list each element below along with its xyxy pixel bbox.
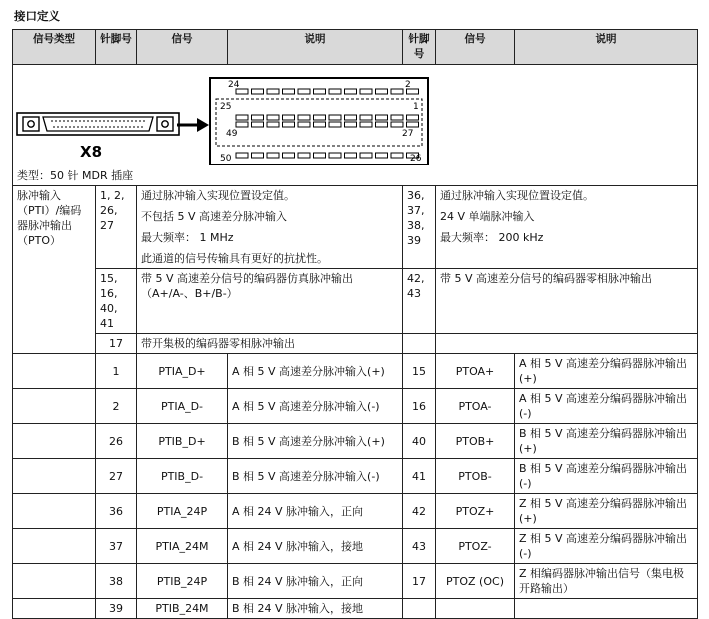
desc-cell-2: A 相 5 V 高速差分编码器脉冲输出(-) [515,389,698,424]
pin-slot [345,115,357,120]
pin-slot [345,153,357,158]
desc-cell: B 相 5 V 高速差分脉冲输入(+) [228,424,403,459]
pin-slot [391,122,403,127]
signal-cell-2: PTOZ- [436,529,515,564]
signal-cell: PTIA_D- [137,389,228,424]
desc-line: 通过脉冲输入实现位置设定值。 [141,189,295,202]
desc-cell: A 相 24 V 脉冲输入，接地 [228,529,403,564]
signal-cell-2: PTOB+ [436,424,515,459]
pin-cell: 38 [96,564,137,599]
desc-cell-2: Z 相 5 V 高速差分编码器脉冲输出(-) [515,529,698,564]
block1-left-desc [137,186,403,269]
pin-cell: 37 [96,529,137,564]
pin-label-27: 27 [402,129,414,139]
table-row [13,599,698,619]
pin-slot [298,115,310,120]
signal-cell-2: PTOZ+ [436,494,515,529]
connector-figure-cell [13,65,698,186]
pin-slot [345,89,357,94]
pin-slot [329,122,341,127]
signal-type-cell: 脉冲输入（PTI）/编码器脉冲输出（PTO） [13,186,96,354]
header-pin-2: 针脚号 [403,30,436,65]
pin-slot [360,89,372,94]
pin-cell: 1 [96,354,137,389]
pin-cell: 36 [96,494,137,529]
group-row-3 [13,334,698,354]
pin-cell-2 [403,599,436,619]
group-row-2 [13,269,698,334]
desc-line: 24 V 单端脉冲输入 [440,210,535,223]
pin-slot [376,122,388,127]
header-row [13,30,698,65]
table-row [13,564,698,599]
arrow-icon [177,118,209,132]
pin-slot [283,115,295,120]
empty-type-cell [13,564,96,599]
pin-slot [252,89,264,94]
header-signal-type: 信号类型 [13,30,96,65]
pin-slot [329,153,341,158]
desc-cell-2 [515,599,698,619]
table-row [13,354,698,389]
pin-slot [283,89,295,94]
signal-cell-2: PTOZ (OC) [436,564,515,599]
signal-cell: PTIA_24M [137,529,228,564]
pin-cell-2: 43 [403,529,436,564]
desc-cell: A 相 5 V 高速差分脉冲输入(+) [228,354,403,389]
pin-slot [329,89,341,94]
empty-type-cell [13,459,96,494]
empty-type-cell [13,389,96,424]
signal-cell-2: PTOB- [436,459,515,494]
connector-body [17,113,179,135]
signal-cell-2 [436,599,515,619]
pin-slot [252,115,264,120]
desc-cell-2: B 相 5 V 高速差分编码器脉冲输出(-) [515,459,698,494]
table-row [13,389,698,424]
figure-row [13,65,698,186]
connector-label: X8 [80,143,103,161]
pin-cell: 2 [96,389,137,424]
signal-cell: PTIB_24P [137,564,228,599]
desc-line: 最大频率： 1 MHz [141,231,234,244]
pin-slot [376,153,388,158]
empty-type-cell [13,354,96,389]
desc-cell: B 相 24 V 脉冲输入，正向 [228,564,403,599]
table-row [13,459,698,494]
desc-line: 最大频率： 200 kHz [440,231,544,244]
desc-cell: A 相 5 V 高速差分脉冲输入(-) [228,389,403,424]
desc-line: 此通道的信号传输具有更好的抗扰性。 [141,252,328,265]
pin-cell: 26 [96,424,137,459]
pin-slot [391,115,403,120]
pin-label-1: 1 [413,102,419,112]
block2-right-pins: 42, 43 [403,269,436,334]
desc-cell-2: B 相 5 V 高速差分编码器脉冲输出(+) [515,424,698,459]
block3-pin: 17 [96,334,137,354]
pin-slot [329,115,341,120]
block2-left-pins: 15, 16, 40, 41 [96,269,137,334]
connector-figure [13,65,698,165]
pin-slot [236,153,248,158]
pin-slot [283,122,295,127]
pin-slot [314,153,326,158]
desc-cell-2: Z 相 5 V 高速差分编码器脉冲输出(+) [515,494,698,529]
pin-label-26: 26 [410,154,422,164]
interface-table [12,29,698,619]
empty-type-cell [13,529,96,564]
signal-cell: PTIA_D+ [137,354,228,389]
pin-cell-2: 17 [403,564,436,599]
pin-slot [267,89,279,94]
pin-cell-2: 16 [403,389,436,424]
signal-cell: PTIB_D+ [137,424,228,459]
header-desc-2: 说明 [515,30,698,65]
pin-label-24: 24 [228,80,240,90]
desc-line: 不包括 5 V 高速差分脉冲输入 [141,210,288,223]
empty-type-cell [13,599,96,619]
pin-slot [360,115,372,120]
desc-cell: B 相 5 V 高速差分脉冲输入(-) [228,459,403,494]
pin-cell-2: 42 [403,494,436,529]
pin-slot [360,122,372,127]
block2-right-desc: 带 5 V 高速差分信号的编码器零相脉冲输出 [436,269,698,334]
desc-cell-2: Z 相编码器脉冲输出信号（集电极开路输出） [515,564,698,599]
connector-type: 类型：50 针 MDR 插座 [17,169,134,182]
pin-label-50: 50 [220,154,232,164]
pin-slot [314,89,326,94]
pin-slot [376,115,388,120]
signal-cell: PTIB_D- [137,459,228,494]
pin-cell-2: 15 [403,354,436,389]
desc-cell: B 相 24 V 脉冲输入，接地 [228,599,403,619]
pin-label-2: 2 [405,80,411,90]
pin-slot [407,122,419,127]
block3-empty-desc [436,334,698,354]
page-title: 接口定义 [14,9,60,23]
pin-cell-2: 40 [403,424,436,459]
pin-slot [391,153,403,158]
pin-slot [267,122,279,127]
block3-desc: 带开集极的编码器零相脉冲输出 [137,334,403,354]
signal-cell: PTIB_24M [137,599,228,619]
desc-cell: A 相 24 V 脉冲输入，正向 [228,494,403,529]
pin-slot [345,122,357,127]
pin-slot [314,122,326,127]
empty-type-cell [13,424,96,459]
header-desc: 说明 [228,30,403,65]
pin-cell-2: 41 [403,459,436,494]
block1-right-pins: 36, 37, 38, 39 [403,186,436,269]
pin-slot [236,115,248,120]
pin-slot [283,153,295,158]
pin-slot [298,122,310,127]
desc-line: 通过脉冲输入实现位置设定值。 [440,189,594,202]
pin-slot [267,115,279,120]
pin-label-49: 49 [226,129,238,139]
header-signal-2: 信号 [436,30,515,65]
group-row-1 [13,186,698,269]
signal-cell-2: PTOA- [436,389,515,424]
pin-slot [314,115,326,120]
pin-slot [252,122,264,127]
pin-cell: 39 [96,599,137,619]
pin-slot [267,153,279,158]
table-row [13,424,698,459]
block1-right-desc [436,186,698,269]
pin-slot [298,153,310,158]
pin-slot [236,122,248,127]
pin-cell: 27 [96,459,137,494]
pin-slot [360,153,372,158]
pin-slot [298,89,310,94]
pin-layout-diagram [210,78,428,165]
signal-cell: PTIA_24P [137,494,228,529]
desc-cell-2: A 相 5 V 高速差分编码器脉冲输出(+) [515,354,698,389]
block3-empty-pin [403,334,436,354]
pin-rows [13,354,698,619]
pin-label-25: 25 [220,102,232,112]
header-signal: 信号 [137,30,228,65]
table-row [13,529,698,564]
empty-type-cell [13,494,96,529]
header-pin: 针脚号 [96,30,137,65]
table-row [13,494,698,529]
signal-cell-2: PTOA+ [436,354,515,389]
pin-slot [376,89,388,94]
pin-slot [391,89,403,94]
block1-left-pins: 1, 2, 26, 27 [96,186,137,269]
pin-slot [252,153,264,158]
block2-left-desc: 带 5 V 高速差分信号的编码器仿真脉冲输出（A+/A-、B+/B-） [137,269,403,334]
pin-slot [407,115,419,120]
